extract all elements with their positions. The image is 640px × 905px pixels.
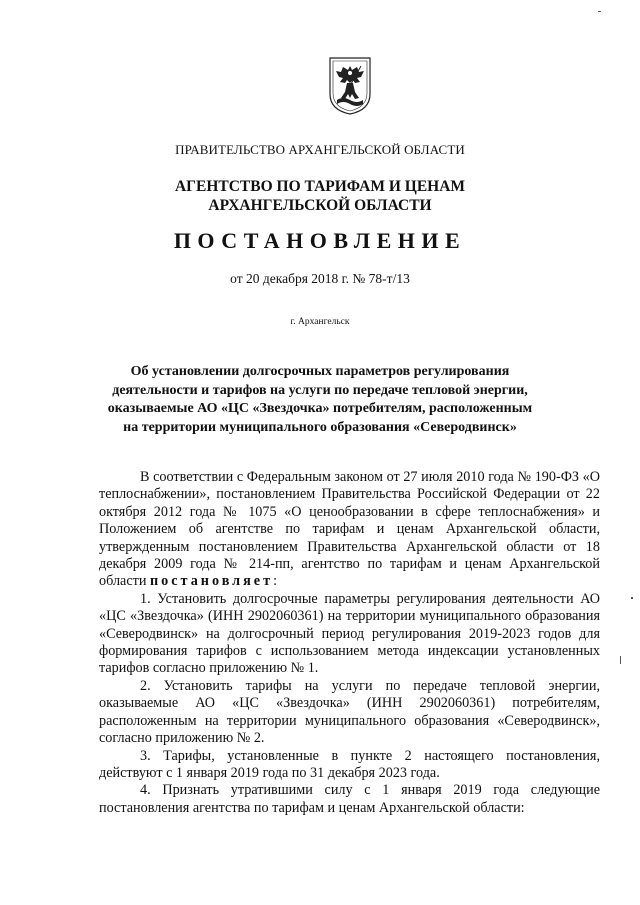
government-name: ПРАВИТЕЛЬСТВО АРХАНГЕЛЬСКОЙ ОБЛАСТИ [175, 142, 465, 157]
title-line-2: деятельности и тарифов на услуги по передаче тепловой энергии, [112, 382, 528, 398]
item-4: 4. Признать утратившими силу с 1 января 2019 года следующие постановления агентства по тарифам и ценам Архангельской области: [99, 782, 600, 816]
title-line-1: Об установлении долгосрочных параметров регулирования [130, 364, 510, 379]
date-number: от 20 декабря 2018 г. № 78-т/13 [230, 271, 410, 286]
title-line-4: на территории муниципального образования «Северодвинск» [123, 419, 517, 435]
item-3: 3. Тарифы, установленные в пункте 2 настоящего постановления, действуют с 1 января 2019 года по 31 декабря 2023 года. [99, 747, 600, 781]
resolves-colon: : [273, 573, 278, 590]
document-title [0, 363, 640, 437]
city: г. Архангельск [290, 317, 350, 327]
intro-paragraph [99, 469, 600, 591]
scan-speck [631, 597, 633, 599]
scan-speck [620, 656, 621, 664]
scan-speck [598, 11, 601, 12]
coat-of-arms-emblem [327, 54, 373, 116]
agency-name-line-1: АГЕНТСТВО ПО ТАРИФАМ И ЦЕНАМ [174, 178, 466, 195]
document-type: ПОСТАНОВЛЕНИЕ [173, 228, 467, 253]
agency-name-line-2: АРХАНГЕЛЬСКОЙ ОБЛАСТИ [208, 197, 432, 214]
item-1: 1. Установить долгосрочные параметры регулирования деятельности АО «ЦС «Звездочка» (ИНН 2902060361) на территории муниципального образования «Северодвинск» на долгосрочный период регулирования 2019-2023 годов для формирования тарифов с использованием метода индексации установленных тарифов согласно приложению № 1. [99, 590, 600, 677]
item-2: 2. Установить тарифы на услуги по передаче тепловой энергии, оказываемые АО «ЦС «Звездочка» (ИНН 2902060361) потребителям, расположенным на территории муниципального образования «Северодвинск», согласно приложению № 2. [99, 677, 600, 747]
intro-text: В соответствии с Федеральным законом от 27 июля 2010 года № 190-ФЗ «О теплоснабжении», постановлением Правительства Российской Федерации от 22 октября 2012 года № 1075 «О ценообразовании в сфере теплоснабжения» и Положением об агентстве по тарифам и ценам Архангельской области, утвержденным постановлением Правительства Архангельской области от 18 декабря 2009 года № 214-пп, агентство по тарифам и ценам Архангельской области [99, 469, 600, 590]
agency-name [0, 177, 640, 215]
document-body [99, 469, 600, 817]
title-line-3: оказываемые АО «ЦС «Звездочка» потребителям, расположенным [107, 401, 533, 416]
resolves-word: постановляет [149, 573, 274, 590]
